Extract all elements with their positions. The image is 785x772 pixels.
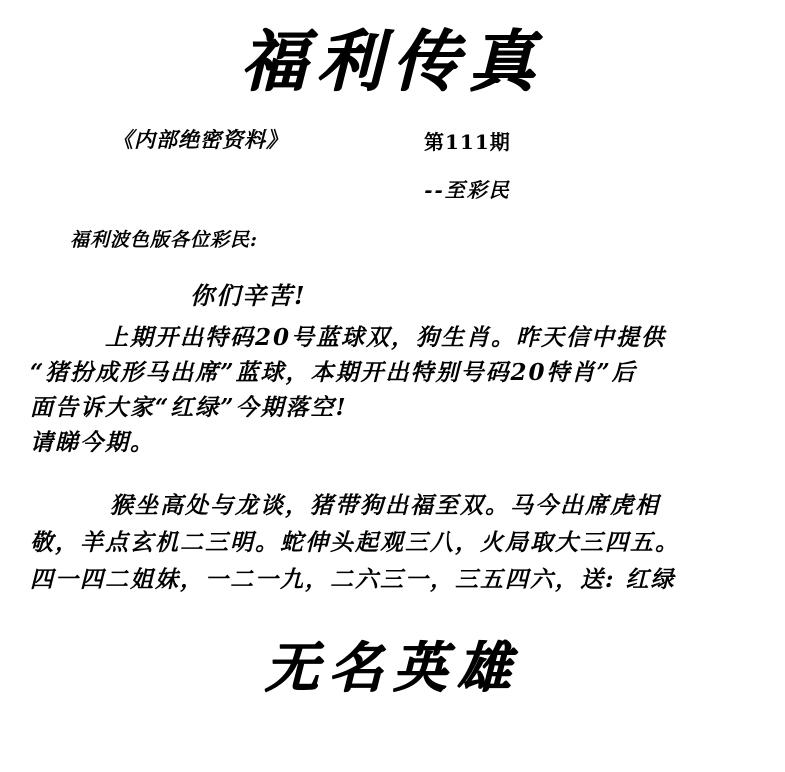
body-paragraph bbox=[0, 321, 785, 461]
verse-line: 敬，羊点玄机二三明。蛇伸头起观三八，火局取大三四五。 bbox=[30, 529, 680, 557]
salutation-line: 福利波色版各位彩民: bbox=[70, 229, 259, 251]
verse-line: 四一四二姐妹，一二一九，二六三一，三五四六，送: 红绿 bbox=[30, 566, 676, 594]
secret-label: 《内部绝密资料》 bbox=[112, 127, 288, 152]
body-line: 上期开出特码20号蓝球双，狗生肖。昨天信中提供 bbox=[105, 324, 667, 351]
greeting-line: 你们辛苦! bbox=[190, 281, 307, 310]
addressee-line: --至彩民 bbox=[424, 178, 511, 202]
verse-line: 猴坐高处与龙谈，猪带狗出福至双。马今出席虎相 bbox=[110, 491, 660, 519]
body-line: “猪扮成形马出席”蓝球，本期开出特别号码20特肖”后 bbox=[30, 358, 637, 386]
body-line: 面告诉大家“红绿”今期落空! bbox=[30, 393, 348, 421]
page-title: 福利传真 bbox=[240, 22, 545, 100]
subheader-row bbox=[0, 124, 785, 158]
issue-number: 第111期 bbox=[424, 130, 511, 154]
body-line: 请睇今期。 bbox=[30, 428, 155, 456]
signature-line: 无名英雄 bbox=[264, 634, 521, 699]
verse-paragraph bbox=[0, 487, 785, 599]
